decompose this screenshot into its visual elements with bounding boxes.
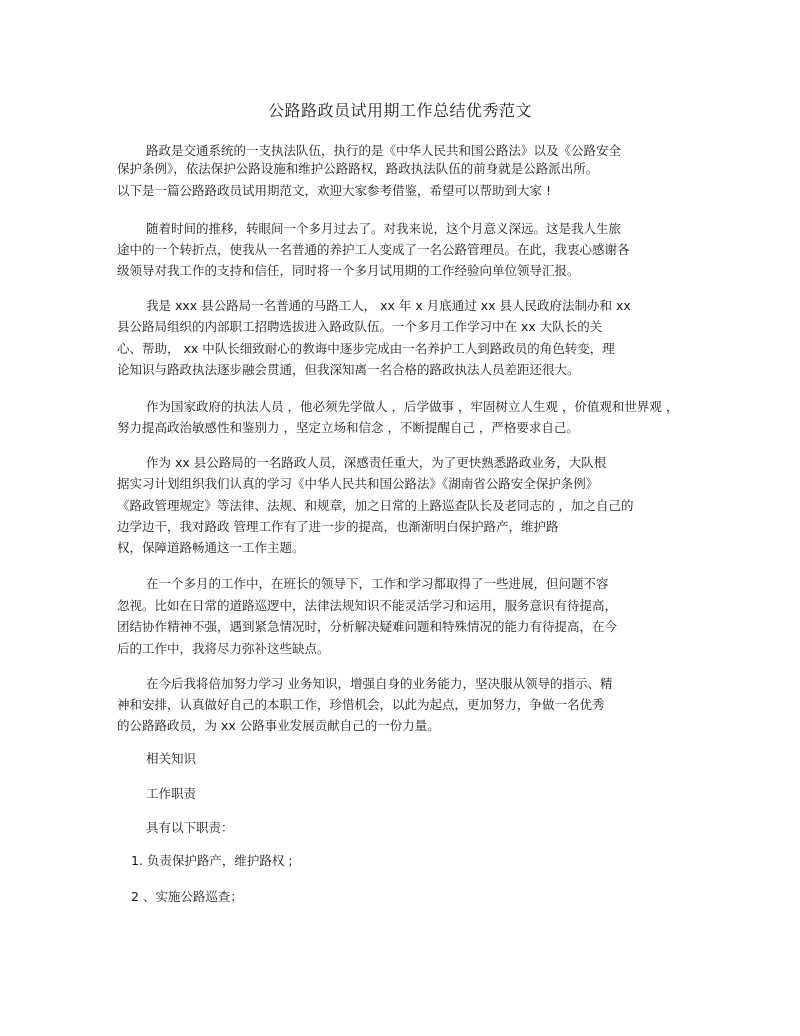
paragraph-line: 作为 xx 县公路局的一名路政人员，深感责任重大，为了更快熟悉路政业务，大队根 [146,455,607,470]
paragraph-line: 边学边干，我对路政 管理工作有了进一步的提高，也渐渐明白保护路产，维护路 [117,519,559,534]
list-item: 2 、实施公路巡查； [131,889,243,904]
paragraph-line: 团结协作精神不强，遇到紧急情况时，分析解决疑难问题和特殊情况的能力有待提高，在今 [117,619,618,634]
paragraph-line: 随着时间的推移，转眼间一个多月过去了。对我来说，这个月意义深远。这是我人生旅 [146,221,622,236]
paragraph-line: 努力提高政治敏感性和鉴别力 ，坚定立场和信念 ，不断提醒自己 ，严格要求自己。 [117,420,579,435]
paragraph-line: 神和安排，认真做好自己的本职工作，珍惜机会，以此为起点，更加努力，争做一名优秀 [117,697,605,712]
paragraph-line: 保护条例》，依法保护公路设施和维护公路路权，路政执法队伍的前身就是公路派出所。 [117,161,599,176]
paragraph-line: 作为国家政府的执法人员 ，他必须先学做人 ，后学做事 ，牢固树立人生观 ，价值观和世界观 ， [146,399,679,414]
section-heading: 相关知识 [146,751,197,766]
paragraph-line: 权，保障道路畅通这一工作主题。 [117,540,305,555]
paragraph-line: 途中的一个转折点，使我从一名普通的养护工人变成了一名公路管理员。在此，我衷心感谢各 [117,242,630,257]
list-item: 1. 负责保护路产，维护路权 ; [131,853,293,868]
paragraph-line: 在一个多月的工作中，在班长的领导下，工作和学习都取得了一些进展，但问题不容 [146,576,609,591]
paragraph-line: 心、帮助， xx 中队长细致耐心的教诲中逐步完成由一名养护工人到路政员的角色转变，理 [117,341,615,356]
document-title: 公路路政员试用期工作总结优秀范文 [267,101,532,120]
paragraph-line: 《路政管理规定》等法律、法规、和规章，加之日常的上路巡查队长及老同志的 ，加之自己的 [117,498,634,513]
paragraph-line: 我是 xxx 县公路局一名普通的马路工人， xx 年 x 月底通过 xx 县人民政府法制办和 xx [146,298,631,313]
paragraph-line: 后的工作中，我将尽力弥补这些缺点。 [117,641,330,656]
paragraph-line: 县公路局组织的内部职工招聘选拔进入路政队伍。一个多月工作学习中在 xx 大队长的关 [117,319,603,334]
paragraph-line: 据实习计划组织我们认真的学习《中华人民共和国公路法》《湖南省公路安全保护条例》 [117,476,599,491]
paragraph-line: 论知识与路政执法逐步融会贯通，但我深知离一名合格的路政执法人员差距还很大。 [117,362,580,377]
paragraph-line: 以下是一篇公路路政员试用期范文，欢迎大家参考借鉴，希望可以帮助到大家 ! [117,183,551,198]
paragraph-line: 忽视。比如在日常的道路巡逻中，法律法规知识不能灵活学习和运用，服务意识有待提高， [117,598,618,613]
paragraph-line: 级领导对我工作的支持和信任，同时将一个多月试用期的工作经验向单位领导汇报。 [117,263,580,278]
paragraph-line: 在今后我将倍加努力学习 业务知识，增强自身的业务能力，坚决服从领导的指示、精 [146,676,613,691]
paragraph-line: 的公路路政员，为 xx 公路事业发展贡献自己的一份力量。 [117,718,440,733]
paragraph-line: 路政是交通系统的一支执法队伍，执行的是《中华人民共和国公路法》以及《公路安全 [146,143,622,158]
section-heading: 工作职责 [146,786,197,801]
section-heading: 具有以下职责： [146,820,234,835]
